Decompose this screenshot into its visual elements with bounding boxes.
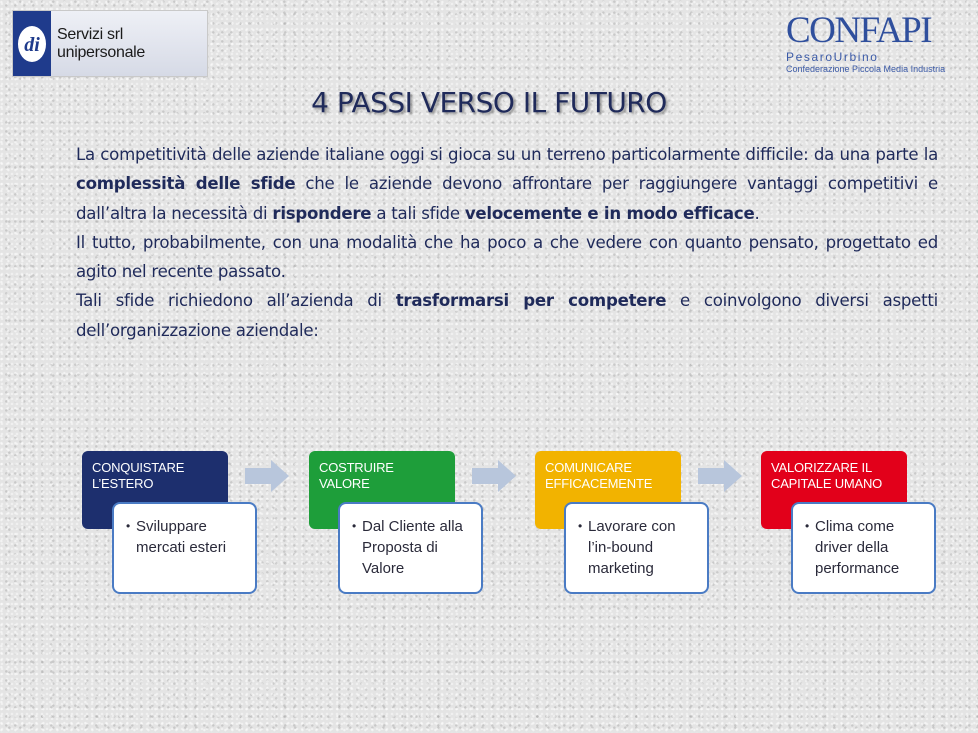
emphasis-text: complessità delle sfide (76, 174, 296, 194)
emphasis-text: rispondere (272, 203, 372, 223)
step-title: COMUNICARE EFFICACEMENTE (545, 460, 653, 491)
paragraph (76, 228, 938, 287)
intro-text (76, 140, 938, 345)
paragraph (76, 286, 938, 345)
paragraph-text: Tali sfide richiedono all’azienda di (76, 291, 396, 311)
paragraph-text: Il tutto, probabilmente, con una modalità che ha poco a che vedere con quanto pensato, progettato ed agito nel recente passato. (76, 232, 938, 282)
di-logo-icon (13, 11, 51, 76)
svg-text:di: di (24, 33, 40, 56)
arrow-right-icon (472, 460, 516, 492)
step-title: CONQUISTARE L’ESTERO (92, 460, 185, 491)
step-title: COSTRUIRE VALORE (319, 460, 394, 491)
emphasis-text: trasformarsi per competere (395, 291, 667, 311)
step-title: VALORIZZARE IL CAPITALE UMANO (771, 460, 883, 491)
confapi-location: PesaroUrbino (786, 50, 879, 64)
arrow-right-icon (245, 460, 289, 492)
step-detail-text: Lavorare con l’in-bound marketing (588, 518, 676, 577)
confapi-tagline: Confederazione Piccola Media Industria (786, 64, 946, 74)
emphasis-text: velocemente e in modo efficace (464, 203, 755, 223)
step-detail-costruire: • Dal Cliente alla Proposta di Valore (338, 502, 483, 594)
step-detail-comunicare: • Lavorare con l’in-bound marketing (564, 502, 709, 594)
paragraph-text: che le aziende devono affrontare per raggiungere vantaggi competitivi e dall’altra la necessità di (76, 174, 938, 223)
step-detail-conquistare: • Sviluppare mercati esteri (112, 502, 257, 594)
paragraph (76, 140, 938, 228)
servizi-label: Servizi srl unipersonale (57, 25, 146, 61)
arrow-right-icon (698, 460, 742, 492)
step-detail-text: Clima come driver della performance (815, 518, 900, 577)
confapi-brand: CONFAPI (786, 10, 932, 51)
paragraph-text: La competitività delle aziende italiane oggi si gioca su un terreno particolarmente difficile: da una parte la (76, 145, 938, 164)
paragraph-text: e coinvolgono diversi aspetti dell’organizzazione aziendale: (76, 291, 939, 340)
step-detail-text: Sviluppare mercati esteri (136, 518, 227, 556)
confapi-logo (786, 10, 956, 74)
step-detail-text: Dal Cliente alla Proposta di Valore (362, 518, 463, 577)
paragraph-text: . (754, 203, 760, 223)
paragraph-text: a tali sfide (371, 203, 465, 223)
step-detail-valorizzare: • Clima come driver della performance (791, 502, 936, 594)
servizi-logo (12, 10, 208, 77)
page-title: 4 PASSI VERSO IL FUTURO (311, 86, 667, 119)
